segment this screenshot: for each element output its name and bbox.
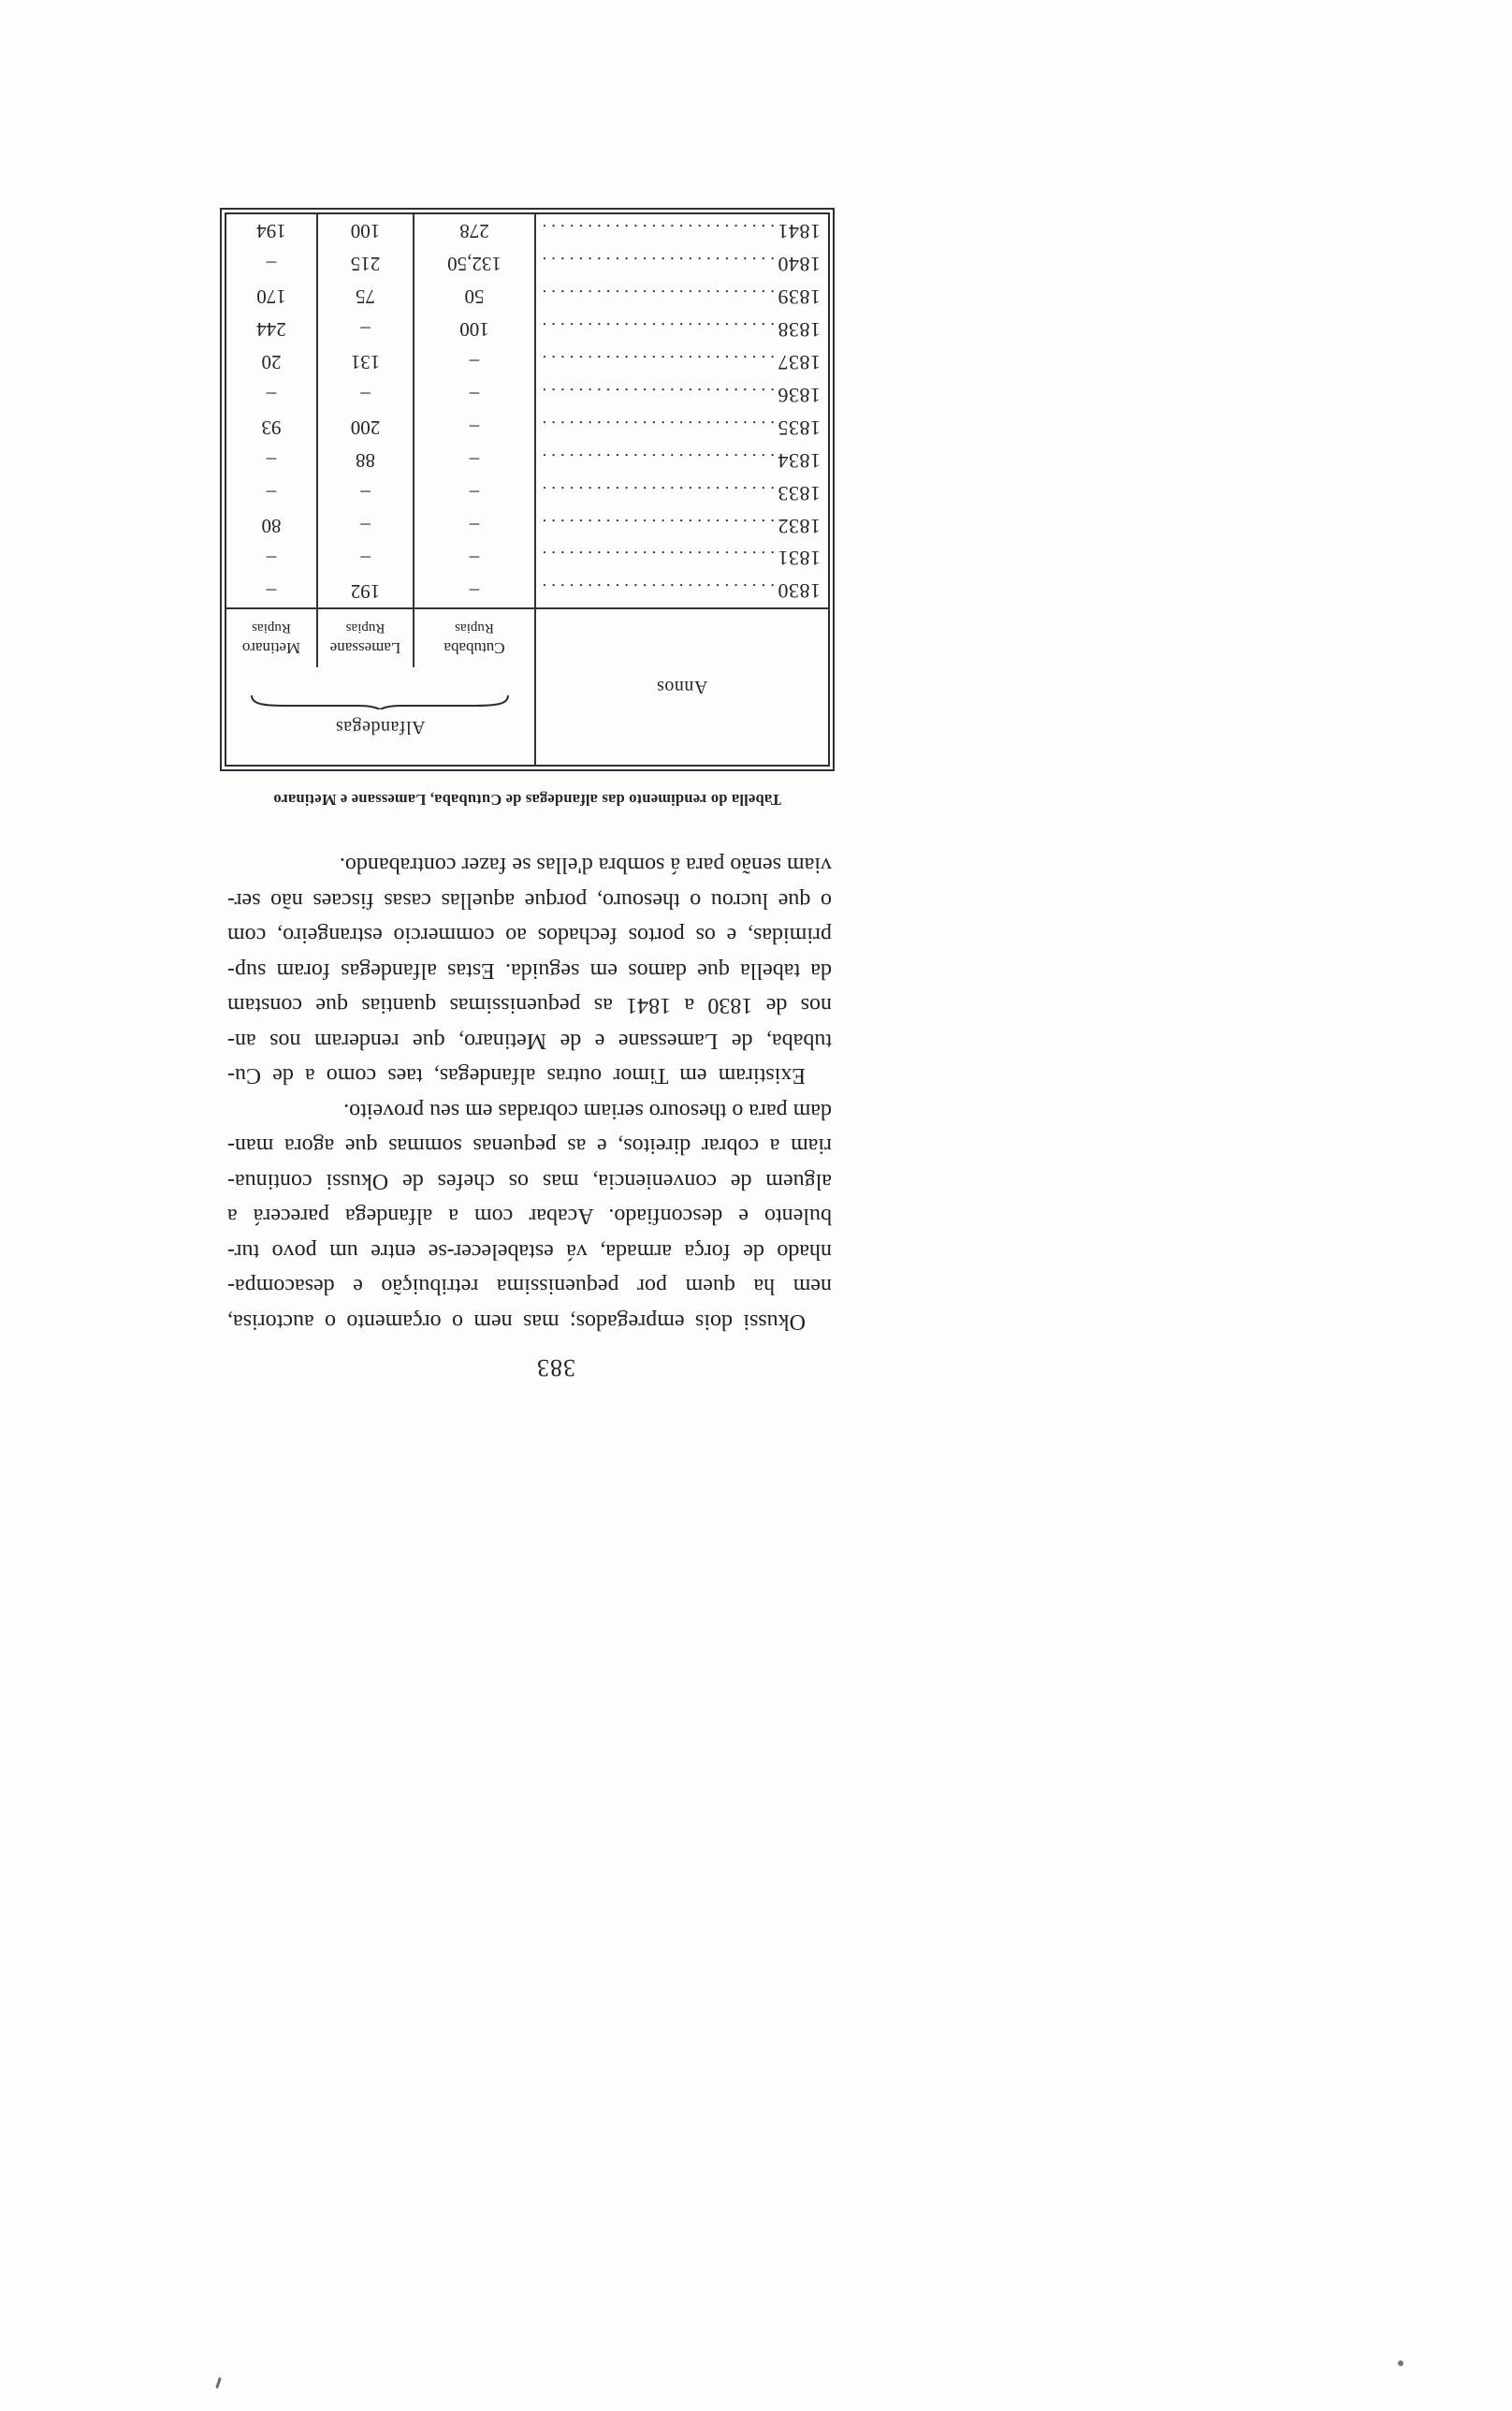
lamessane-value: 200 bbox=[317, 411, 414, 444]
year-cell: 1837 ..... bbox=[535, 345, 828, 378]
table-row bbox=[226, 313, 828, 345]
metinaro-value: – bbox=[226, 575, 317, 608]
year-cell: 1834 ..... bbox=[535, 444, 828, 476]
dot-leader bbox=[544, 252, 775, 272]
text-line: nem ha quem por pequenissima retribuição e desacompa- bbox=[227, 1274, 832, 1299]
text-line: bulento e desconfiado. Acabar com a alfandega parecerá a bbox=[227, 1204, 832, 1229]
table-row bbox=[226, 214, 828, 247]
metinaro-value: – bbox=[226, 444, 317, 476]
table-header-row bbox=[226, 667, 828, 765]
body-text bbox=[227, 847, 832, 1338]
cutubaba-value: – bbox=[414, 509, 535, 542]
lamessane-value: 192 bbox=[317, 575, 414, 608]
year-cell: 1831 ..... bbox=[535, 542, 828, 575]
scan-artifact bbox=[1398, 2360, 1403, 2366]
year-cell: 1840 ..... bbox=[535, 247, 828, 280]
column-header-cutubaba: Cutubaba Rupias bbox=[414, 608, 535, 667]
text-line: tubaba, de Lamessane e de Metinaro, que renderam nos an- bbox=[227, 1029, 832, 1053]
year-cell: 1832 ..... bbox=[535, 509, 828, 542]
year-cell: 1839 ..... bbox=[535, 280, 828, 313]
dot-leader bbox=[544, 317, 775, 338]
metinaro-value: 244 bbox=[226, 313, 317, 345]
lamessane-value: 215 bbox=[317, 247, 414, 280]
text-line: alguem de conveniencia, mas os chefes de Okussi continua- bbox=[227, 1169, 832, 1193]
alfandegas-group-header bbox=[226, 667, 535, 765]
text-line: da tabella que damos em seguida. Estas alfandegas foram sup- bbox=[227, 958, 832, 983]
dot-leader bbox=[544, 383, 775, 403]
lamessane-value: – bbox=[317, 378, 414, 411]
metinaro-value: 170 bbox=[226, 280, 317, 313]
cutubaba-value: – bbox=[414, 378, 535, 411]
text-line: riam a cobrar direitos, e as pequenas sommas que agora man- bbox=[227, 1133, 832, 1159]
text-line: viam senão para á sombra d'ellas se fazer contrabando. bbox=[339, 853, 832, 878]
table-caption: Tabella do rendimento das alfandegas de Cutubaba, Lamessane e Metinaro bbox=[273, 791, 781, 809]
text-line: Existiram em Timor outras alfandegas, taes como a de Cu- bbox=[227, 1063, 806, 1089]
lamessane-value: 131 bbox=[317, 345, 414, 378]
metinaro-value: 80 bbox=[226, 509, 317, 542]
metinaro-value: 93 bbox=[226, 411, 317, 444]
cutubaba-value: 278 bbox=[414, 214, 535, 247]
cutubaba-value: 50 bbox=[414, 280, 535, 313]
table-row bbox=[226, 411, 828, 444]
column-header-metinaro: Metinaro Rupias bbox=[226, 608, 317, 667]
dot-leader bbox=[544, 448, 775, 469]
metinaro-value: – bbox=[226, 247, 317, 280]
annos-column-header: Annos bbox=[535, 608, 828, 765]
dot-leader bbox=[544, 416, 775, 436]
column-header-lamessane: Lamessane Rupias bbox=[317, 608, 414, 667]
table-row bbox=[226, 280, 828, 313]
lamessane-value: – bbox=[317, 542, 414, 575]
year-cell: 1838 ..... bbox=[535, 313, 828, 345]
table-row bbox=[226, 509, 828, 542]
lamessane-value: – bbox=[317, 476, 414, 509]
text-line: nhado de força armada, vá estabelecer-se entre um povo tur- bbox=[227, 1239, 832, 1264]
page-number: 383 bbox=[536, 1354, 575, 1381]
text-line: dam para o thesouro seriam cobradas em seu proveito. bbox=[343, 1099, 832, 1123]
metinaro-value: – bbox=[226, 542, 317, 575]
table-row bbox=[226, 247, 828, 280]
table-row bbox=[226, 542, 828, 575]
cutubaba-value: – bbox=[414, 476, 535, 509]
cutubaba-value: – bbox=[414, 575, 535, 608]
dot-leader bbox=[544, 219, 775, 240]
year-cell: 1836 ..... bbox=[535, 378, 828, 411]
year-cell: 1841 ..... bbox=[535, 214, 828, 247]
lamessane-value: – bbox=[317, 509, 414, 542]
table-row bbox=[226, 575, 828, 608]
dot-leader bbox=[544, 547, 775, 567]
brace-decoration bbox=[249, 694, 511, 709]
cutubaba-value: – bbox=[414, 444, 535, 476]
metinaro-value: – bbox=[226, 378, 317, 411]
cutubaba-value: – bbox=[414, 411, 535, 444]
dot-leader bbox=[544, 481, 775, 502]
text-line: o que lucrou o thesouro, porque aquellas casas fiscaes não ser- bbox=[227, 888, 832, 913]
dot-leader bbox=[544, 285, 775, 305]
table-row bbox=[226, 444, 828, 476]
alfandegas-label: Alfandegas bbox=[335, 717, 426, 738]
year-cell: 1835 ..... bbox=[535, 411, 828, 444]
metinaro-value: 194 bbox=[226, 214, 317, 247]
dot-leader bbox=[544, 514, 775, 534]
revenue-table bbox=[220, 208, 835, 771]
table-row bbox=[226, 345, 828, 378]
lamessane-value: 100 bbox=[317, 214, 414, 247]
paragraph-okussi bbox=[227, 1093, 832, 1339]
table-row bbox=[226, 476, 828, 509]
dot-leader bbox=[544, 579, 775, 600]
text-line: Okussi dois empregados; mas nem o orçamento o auctorisa, bbox=[227, 1309, 806, 1334]
cutubaba-value: 100 bbox=[414, 313, 535, 345]
cutubaba-value: – bbox=[414, 542, 535, 575]
metinaro-value: 20 bbox=[226, 345, 317, 378]
table-row bbox=[226, 378, 828, 411]
year-cell: 1830 ..... bbox=[535, 575, 828, 608]
lamessane-value: 88 bbox=[317, 444, 414, 476]
text-line: primidas, e os portos fechados ao commercio estrangeiro, com bbox=[227, 923, 832, 948]
cutubaba-value: 132,50 bbox=[414, 247, 535, 280]
text-line: nos de 1830 a 1841 as pequenissimas quantias que constam bbox=[227, 993, 832, 1018]
lamessane-value: – bbox=[317, 313, 414, 345]
lamessane-value: 75 bbox=[317, 280, 414, 313]
dot-leader bbox=[544, 350, 775, 371]
paragraph-alfandegas bbox=[227, 847, 832, 1093]
cutubaba-value: – bbox=[414, 345, 535, 378]
metinaro-value: – bbox=[226, 476, 317, 509]
year-cell: 1833 ..... bbox=[535, 476, 828, 509]
